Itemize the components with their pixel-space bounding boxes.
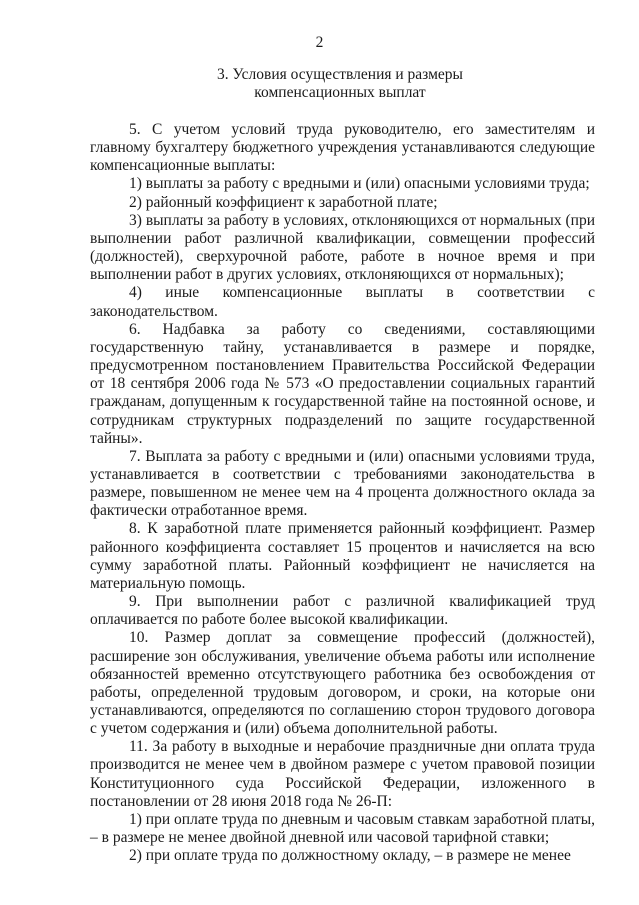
paragraph-7: 7. Выплата за работу с вредными и (или) опасными условиями труда, устанавливается в соответствии с требованиями законодательства в размере, повышенном не менее чем на 4 процента должностного оклада за фактически отработанное время. (90, 447, 595, 520)
paragraph-11: 11. За работу в выходные и нерабочие праздничные дни оплата труда производится не менее чем в двойном размере с учетом правовой позиции Конституционного суда Российской Федерации, изложенного в постановлении от 28 июня 2018 года № 26-П: (90, 738, 595, 810)
section-heading-line-1: 3. Условия осуществления и размеры (217, 66, 463, 83)
document-body (90, 121, 595, 865)
list-item-1: 1) выплаты за работу с вредными и (или) опасными условиями труда; (129, 175, 590, 193)
paragraph-11-item-2: 2) при оплате труда по должностному окладу, – в размере не менее (129, 847, 571, 865)
page-number: 2 (315, 34, 324, 51)
paragraph-8: 8. К заработной плате применяется районный коэффициент. Размер районного коэффициента составляет 15 процентов и начисляется на всю сумму заработной платы. Районный коэффициент не начисляется на материальную помощь. (90, 520, 595, 592)
list-item-4: 4) иные компенсационные выплаты в соответствии с законодательством. (90, 284, 595, 320)
paragraph-9: 9. При выполнении работ с различной квалификацией труд оплачивается по работе более высокой квалификации. (90, 593, 595, 629)
paragraph-10: 10. Размер доплат за совмещение профессий (должностей), расширение зон обслуживания, увеличение объема работы или исполнение обязанностей временно отсутствующего работника без освобождения от работы, определенной трудовым договором, и сроки, на которые они устанавливаются, определяются по соглашению сторон трудового договора с учетом содержания и (или) объема дополнительной работы. (90, 629, 595, 738)
list-item-2: 2) районный коэффициент к заработной плате; (129, 193, 438, 211)
paragraph-11-item-1: 1) при оплате труда по дневным и часовым ставкам заработной платы, – в размере не менее двойной дневной или часовой тарифной ставки; (90, 810, 595, 847)
section-heading-line-2: компенсационных выплат (254, 84, 426, 101)
paragraph-5: 5. С учетом условий труда руководителю, его заместителям и главному бухгалтеру бюджетного учреждения устанавливаются следующие компенсационные выплаты: (90, 121, 595, 175)
list-item-3: 3) выплаты за работу в условиях, отклоняющихся от нормальных (при выполнении работ различной квалификации, совмещении профессий (должностей), сверхурочной работе, работе в ночное время и при выполнении работ в других условиях, отклоняющихся от нормальных); (90, 211, 595, 284)
paragraph-6: 6. Надбавка за работу со сведениями, составляющими государственную тайну, устанавливается в размере и порядке, предусмотренном постановлением Правительства Российской Федерации от 18 сентября 2006 года № 573 «О предоставлении социальных гарантий гражданам, допущенным к государственной тайне на постоянной основе, и сотрудникам структурных подразделений по защите государственной тайны». (90, 320, 595, 447)
section-heading (90, 66, 590, 102)
